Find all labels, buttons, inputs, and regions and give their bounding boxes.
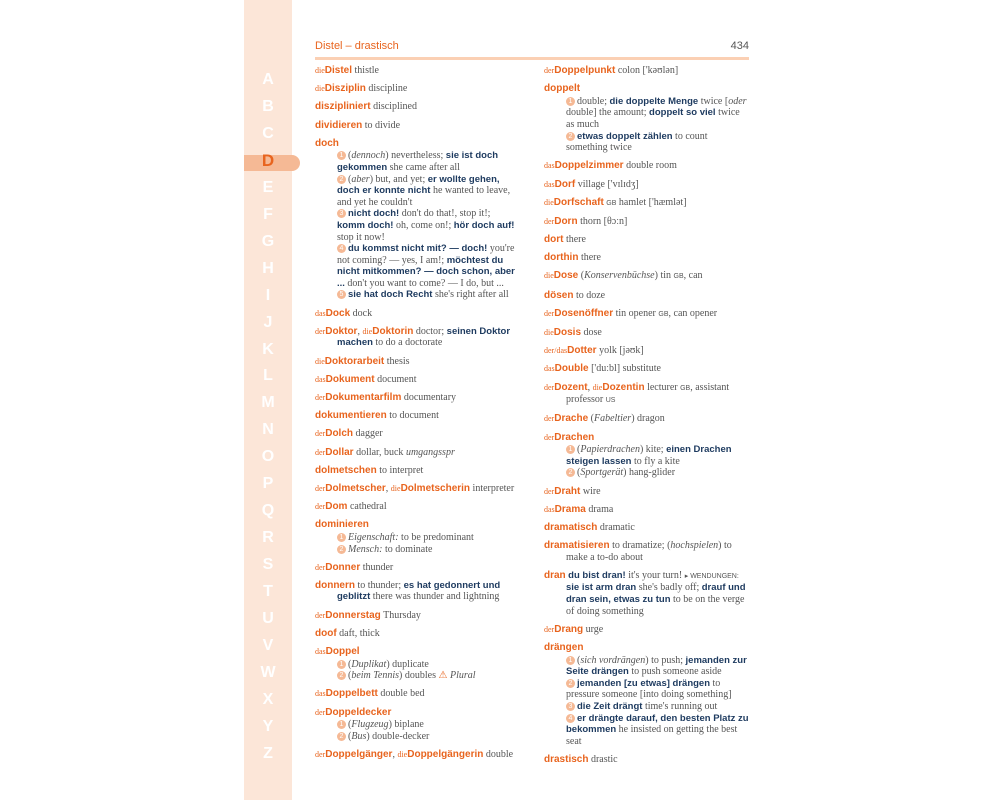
sense-number-4: 4 bbox=[337, 244, 346, 253]
left-column bbox=[315, 65, 515, 767]
entry-draengen: drängen 1 (sich vordrängen) to push; jemanden zur Seite drängen to push someone aside 2 jemanden [zu etwas] drängen to pressure someone [into doing something] 3 die Zeit drängt time's running out 4 er drängte darauf, den besten Platz zu bekommen he insisted on getting the best seat bbox=[544, 642, 749, 747]
entry-disziplin: dieDisziplin discipline bbox=[315, 83, 408, 95]
entry-dolmetschen: dolmetschen to interpret bbox=[315, 464, 424, 476]
entry-drang: derDrang urge bbox=[544, 623, 604, 635]
entry-distel: dieDistel thistle bbox=[315, 65, 379, 76]
index-letter-a[interactable]: A bbox=[262, 71, 274, 88]
running-head: Distel – drastisch bbox=[315, 40, 399, 52]
entry-dramatisieren: dramatisieren to dramatize; (hochspielen) to make a to-do about bbox=[544, 540, 732, 563]
entry-dorn: derDorn thorn [θɔːn] bbox=[544, 215, 628, 227]
index-letter-j[interactable]: J bbox=[263, 313, 273, 331]
entry-dock: dasDock dock bbox=[315, 307, 373, 319]
index-letter-g[interactable]: G bbox=[261, 232, 275, 250]
entry-dorf: dasDorf village ['vɪlɪdʒ] bbox=[544, 178, 639, 190]
entry-donner: derDonner thunder bbox=[315, 561, 394, 573]
header-rule bbox=[315, 57, 749, 60]
index-letter-i[interactable]: I bbox=[265, 286, 271, 304]
entry-doppelpunkt: derDoppelpunkt colon ['kəʊlən] bbox=[544, 65, 679, 76]
entry-donnerstag: derDonnerstag Thursday bbox=[315, 609, 421, 621]
entry-dokument: dasDokument document bbox=[315, 373, 417, 385]
entry-doppelgaenger: derDoppelgänger, dieDoppelgängerin double bbox=[315, 748, 514, 760]
entry-dose: dieDose (Konservenbüchse) tin GB, can bbox=[544, 270, 703, 282]
index-letter-f[interactable]: F bbox=[263, 205, 273, 223]
index-letter-b[interactable]: B bbox=[262, 97, 274, 115]
index-letter-q[interactable]: Q bbox=[261, 502, 275, 520]
entry-doktorarbeit: dieDoktorarbeit thesis bbox=[315, 355, 410, 367]
entry-doof: doof daft, thick bbox=[315, 627, 380, 639]
index-letter-u[interactable]: U bbox=[262, 610, 274, 628]
index-letter-m[interactable]: M bbox=[261, 394, 275, 412]
index-letter-v[interactable]: V bbox=[262, 637, 274, 655]
page-number: 434 bbox=[730, 40, 749, 52]
entry-double: dasDouble ['duːbl] substitute bbox=[544, 363, 661, 375]
index-letter-s[interactable]: S bbox=[262, 556, 274, 574]
entry-dom: derDom cathedral bbox=[315, 501, 387, 513]
entry-drachen: derDrachen 1 (Papierdrachen) kite; einen Drachen steigen lassen to fly a kite 2 (Sportgerät) hang-glider bbox=[544, 431, 732, 479]
entry-dort: dort there bbox=[544, 234, 586, 246]
entry-drastisch: drastisch drastic bbox=[544, 753, 618, 765]
index-letter-t[interactable]: T bbox=[263, 583, 273, 601]
entry-dozent: derDozent, dieDozentin lecturer GB, assistant professor US bbox=[544, 381, 730, 406]
entry-donnern: donnern to thunder; es hat gedonnert und geblitzt there was thunder and lightning bbox=[315, 579, 501, 603]
entry-dosis: dieDosis dose bbox=[544, 327, 602, 339]
entry-dran: dran du bist dran! it's your turn! ▸ WENDUNGEN: sie ist arm dran she's badly off; drauf und dran sein, etwas zu tun to be on the verge of doing something bbox=[544, 569, 746, 617]
entry-dorthin: dorthin there bbox=[544, 252, 601, 264]
page-header bbox=[315, 40, 749, 58]
region-badge: GB bbox=[606, 199, 617, 207]
right-column bbox=[544, 65, 749, 772]
sense-number-3: 3 bbox=[337, 209, 346, 218]
entry-doppelbett: dasDoppelbett double bed bbox=[315, 688, 425, 700]
sense-number-2: 2 bbox=[337, 175, 346, 184]
entry-dokumentieren: dokumentieren to document bbox=[315, 410, 439, 422]
warning-icon: ⚠ bbox=[438, 670, 448, 682]
index-letter-r[interactable]: R bbox=[262, 529, 274, 547]
entry-dominieren: dominieren 1 Eigenschaft: to be predominant 2 Mensch: to dominate bbox=[315, 519, 474, 555]
index-letter-k[interactable]: K bbox=[262, 340, 274, 358]
entry-dokumentarfilm: derDokumentarfilm documentary bbox=[315, 392, 457, 403]
entry-diszipliniert: diszipliniert disciplined bbox=[315, 101, 417, 113]
entry-drache: derDrache (Fabeltier) dragon bbox=[544, 413, 665, 425]
entry-draht: derDraht wire bbox=[544, 485, 601, 497]
entry-dorfschaft: dieDorfschaft GB hamlet ['hæmlət] bbox=[544, 196, 687, 208]
entry-doesen: dösen to doze bbox=[544, 289, 606, 301]
entry-doktor: derDoktor, dieDoktorin doctor; seinen Doktor machen to do a doctorate bbox=[315, 325, 511, 349]
entry-dollar: derDollar dollar, buck umgangsspr bbox=[315, 446, 455, 458]
index-letter-p[interactable]: P bbox=[262, 475, 274, 493]
entry-drama: dasDrama drama bbox=[544, 503, 614, 515]
sense-number-1: 1 bbox=[337, 151, 346, 160]
entry-dramatisch: dramatisch dramatic bbox=[544, 521, 635, 533]
entry-doppel: dasDoppel 1 (Duplikat) duplicate 2 (beim Tennis) doubles ⚠ Plural bbox=[315, 646, 476, 682]
index-letter-y[interactable]: Y bbox=[262, 717, 274, 735]
entry-doch: doch 1 (dennoch) nevertheless; sie ist doch gekommen she came after all 2 (aber) but, and yet; er wollte gehen, doch er konnte nicht he wanted to leave, and yet he couldn't 3 nicht doch! don't do that!, stop it!; komm doch! oh, come on!; hör doch auf! stop it now! 4 du kommst nicht mit? — doch! you're not coming? — yes, I am!; möchtest du nicht mitkommen? — doch schon, aber ... don't you want to come? — I do, but ... 5 sie hat doch Recht she's right after all bbox=[315, 137, 515, 301]
index-letter-h[interactable]: H bbox=[262, 259, 274, 277]
sense-number-5: 5 bbox=[337, 290, 346, 299]
index-letter-n[interactable]: N bbox=[262, 421, 274, 439]
index-letter-c[interactable]: C bbox=[262, 124, 274, 142]
entry-doppeldecker: derDoppeldecker 1 (Flugzeug) biplane 2 (Bus) double-decker bbox=[315, 706, 430, 742]
index-letter-w[interactable]: W bbox=[260, 663, 276, 681]
entry-dosenoeffner: derDosenöffner tin opener GB, can opener bbox=[544, 307, 718, 319]
index-letter-e[interactable]: E bbox=[262, 178, 274, 196]
entry-dolmetscher: derDolmetscher, dieDolmetscherin interpreter bbox=[315, 482, 515, 494]
entry-dividieren: dividieren to divide bbox=[315, 119, 401, 131]
index-letter-x[interactable]: X bbox=[262, 690, 274, 708]
index-letter-z[interactable]: Z bbox=[263, 744, 273, 762]
alphabet-index bbox=[244, 72, 292, 762]
entry-doppelzimmer: dasDoppelzimmer double room bbox=[544, 160, 677, 172]
index-letter-o[interactable]: O bbox=[261, 448, 275, 466]
entry-doppelt: doppelt 1 double; die doppelte Menge twice [oder double] the amount; doppelt so viel twice as much 2 etwas doppelt zählen to count something twice bbox=[544, 83, 747, 154]
entry-dolch: derDolch dagger bbox=[315, 428, 383, 440]
entry-dotter: der/dasDotter yolk [jəʊk] bbox=[544, 345, 644, 357]
index-letter-d[interactable]: D bbox=[261, 150, 275, 170]
index-letter-l[interactable]: L bbox=[263, 367, 273, 385]
